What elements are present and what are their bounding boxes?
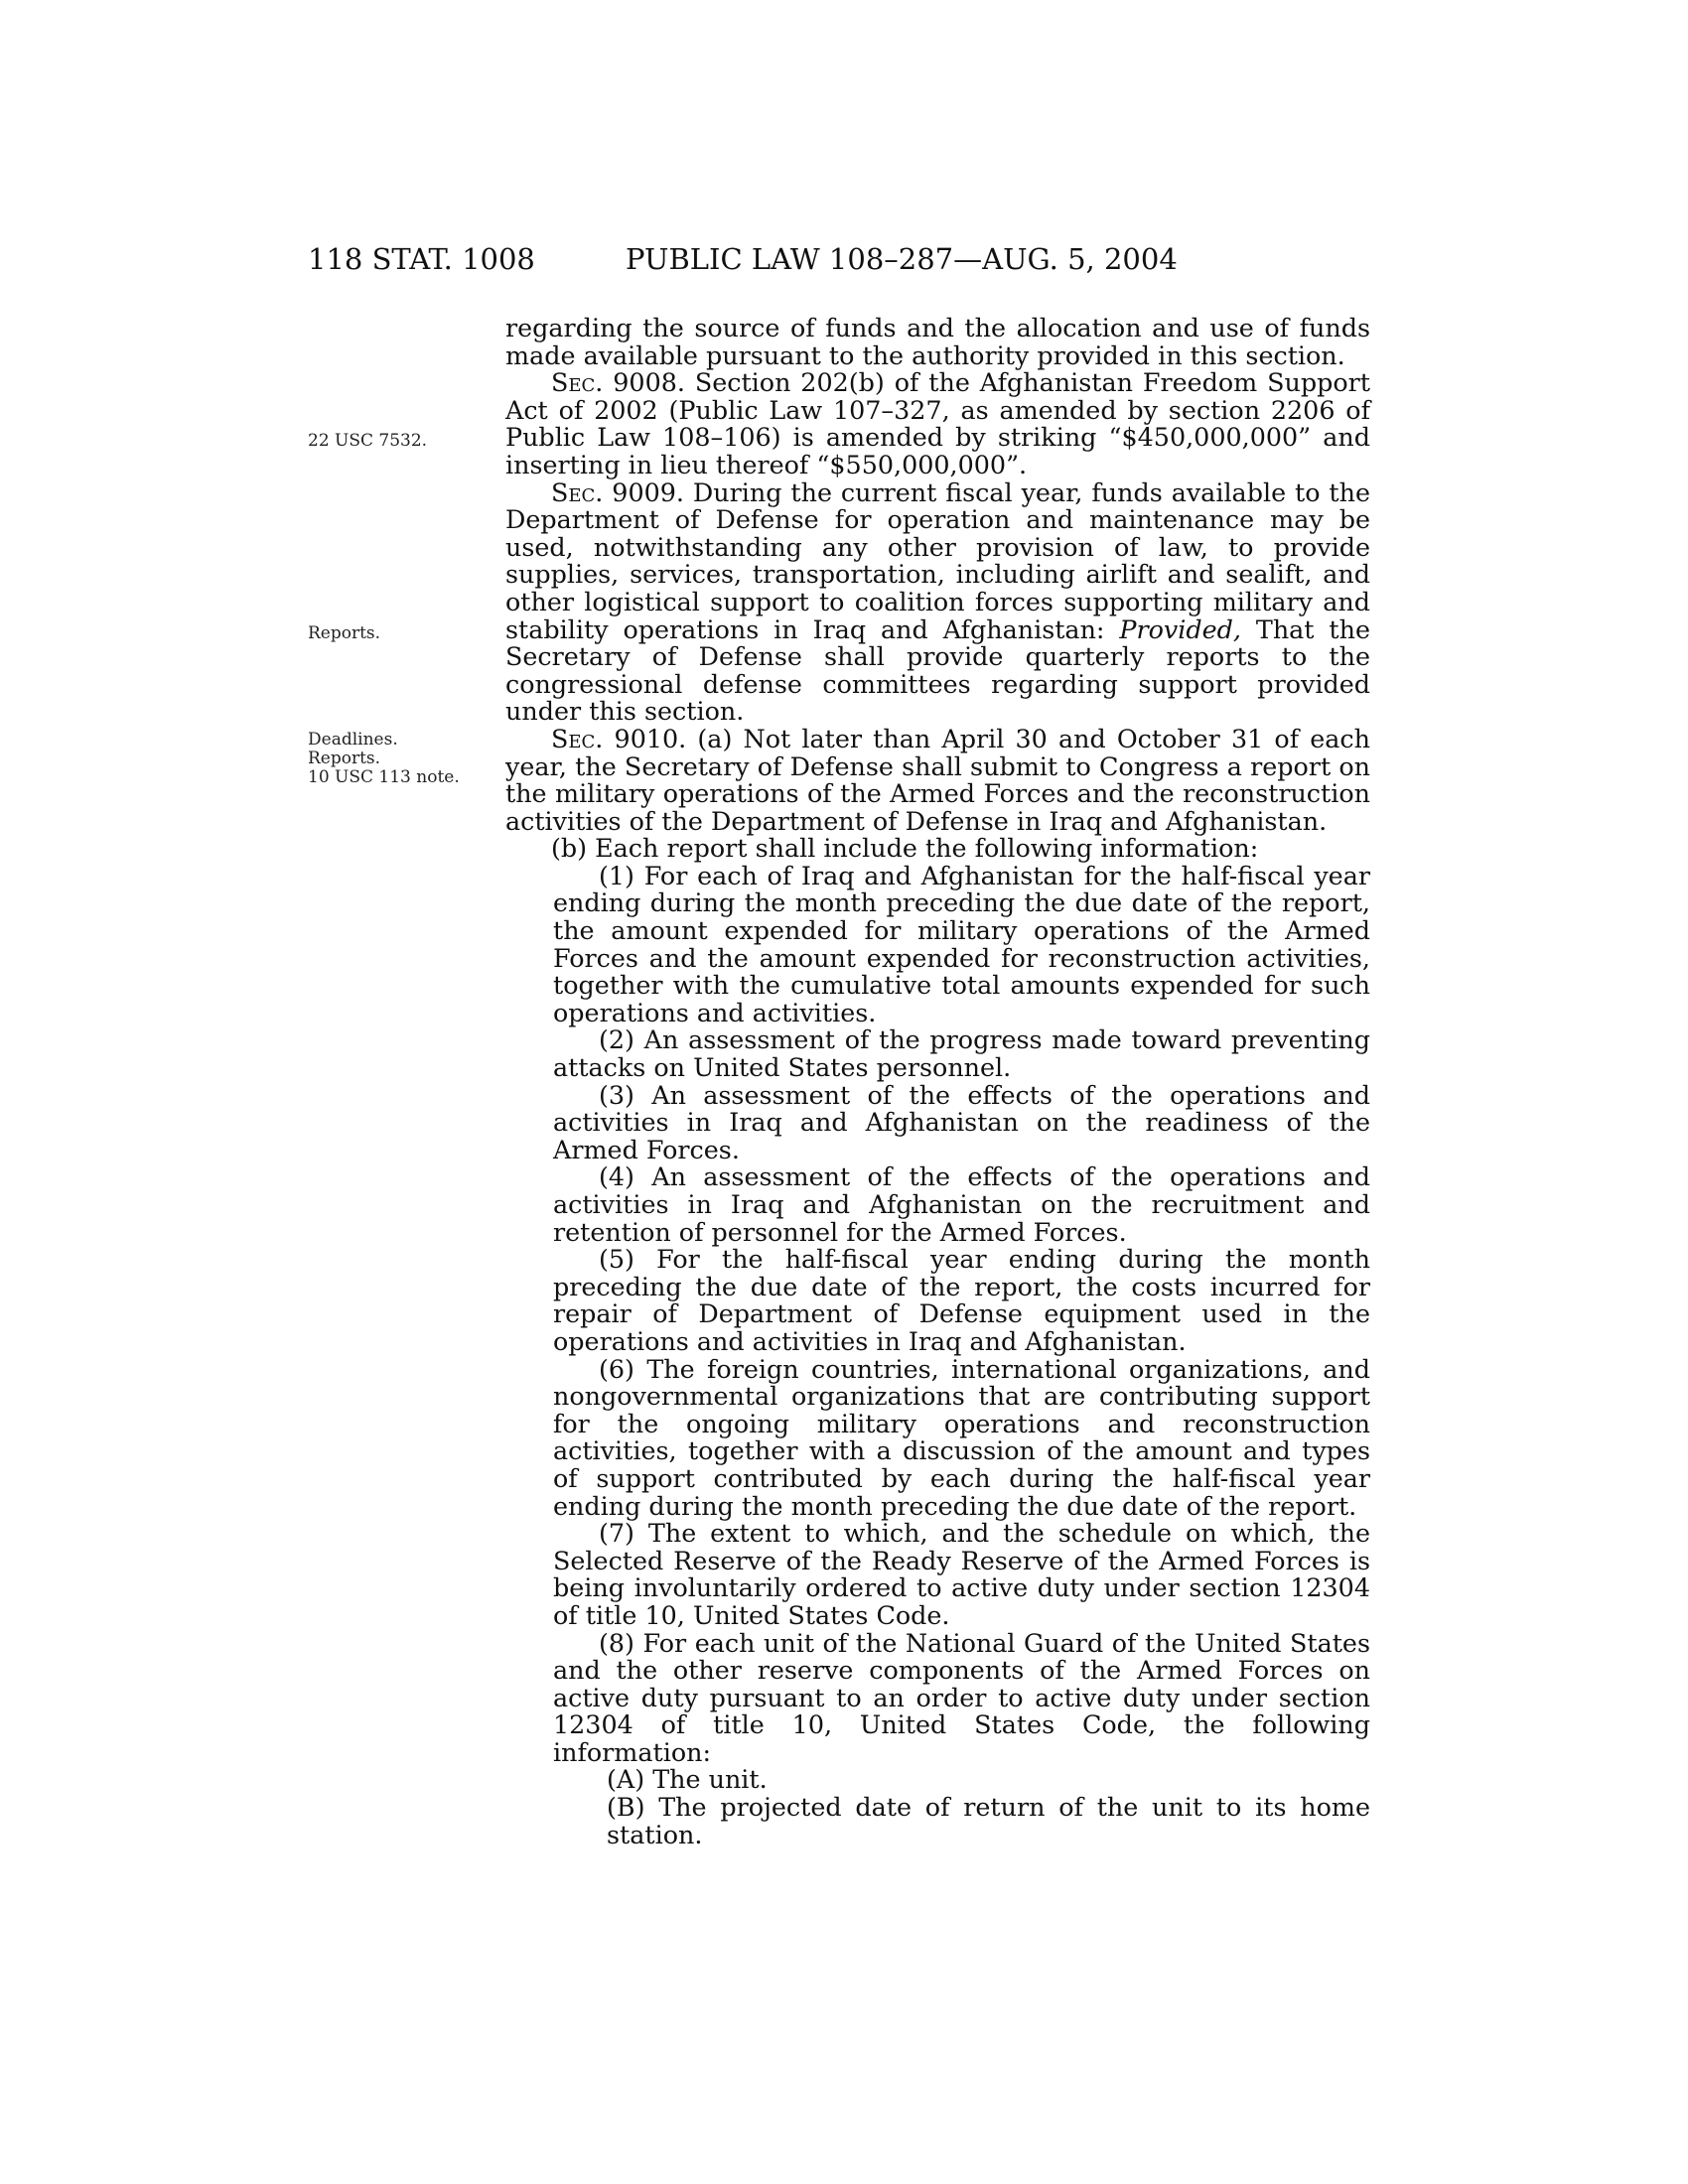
list-item-3: (3) An assessment of the effects of the operations and activities in Iraq and Afghanistan on the readiness of the Armed Forces. <box>553 1079 1370 1164</box>
section-9009 <box>505 479 1370 726</box>
section-9010-a <box>505 723 1370 836</box>
sec-label: Sec. <box>551 723 604 753</box>
section-9009-provided: Provided, <box>1119 614 1241 644</box>
paragraph-continued: regarding the source of funds and the allocation and use of funds made available pursuant to the authority provided in this section. <box>505 313 1370 370</box>
margin-note-reports-2: Reports. <box>308 749 381 768</box>
list-item-8: (8) For each unit of the National Guard of the United States and the other reserve components of the Armed Forces on active duty pursuant to an order to active duty under section 12304 of title 10, United States Code, the following information: <box>553 1627 1370 1767</box>
list-item-7: (7) The extent to which, and the schedule on which, the Selected Reserve of the Ready Reserve of the Armed Forces is being involuntarily ordered to active duty under section 12304 of title 10, United States Code. <box>553 1518 1370 1630</box>
section-9008-text: 9008. Section 202(b) of the Afghanistan Freedom Support Act of 2002 (Public Law 107–327, as amended by section 2206 of Public Law 108–106) is amended by striking “$450,000,000” and inserting in lieu thereof “$550,000,000”. <box>505 367 1370 479</box>
section-9010-a-text: 9010. (a) Not later than April 30 and October 31 of each year, the Secretary of Defense shall submit to Congress a report on the military operations of the Armed Forces and the reconstruction activities of the Department of Defense in Iraq and Afghanistan. <box>505 723 1370 836</box>
section-9010-b-intro: (b) Each report shall include the following information: <box>551 833 1259 864</box>
sub-item-b: (B) The projected date of return of the unit to its home station. <box>607 1792 1370 1849</box>
page-header <box>308 242 1370 292</box>
sec-label: Sec. <box>551 477 604 507</box>
list-item-1: (1) For each of Iraq and Afghanistan for the half-fiscal year ending during the month preceding the due date of the report, the amount expended for military operations of the Armed Forces and the amount expended for reconstruction activities, together with the cumulative total amounts expended for such operations and activities. <box>553 860 1370 1027</box>
page-title: PUBLIC LAW 108–287—AUG. 5, 2004 <box>626 242 1178 276</box>
list-item-5: (5) For the half-fiscal year ending during the month preceding the due date of the report, the costs incurred for repair of Department of Defense equipment used in the operations and activities in Iraq and Afghanistan. <box>553 1244 1370 1356</box>
document-body <box>505 315 1370 1848</box>
sec-label: Sec. <box>551 367 604 398</box>
section-9009-text-a: 9009. During the current fiscal year, funds available to the Department of Defense for operation and maintenance may be used, notwithstanding any other provision of law, to provide supplies, services, transportation, including airlift and sealift, and other logistical support to coalition forces supporting military and stability operations in Iraq and Afghanistan: <box>505 477 1370 644</box>
list-item-6: (6) The foreign countries, international organizations, and nongovernmental organizations that are contributing support for the ongoing military operations and reconstruction activities, together with a discussion of the amount and types of support contributed by each during the half-fiscal year ending during the month preceding the due date of the report. <box>553 1353 1370 1521</box>
list-item-4: (4) An assessment of the effects of the operations and activities in Iraq and Afghanistan on the recruitment and retention of personnel for the Armed Forces. <box>553 1161 1370 1247</box>
section-9009-text-b: That the Secretary of Defense shall provide quarterly reports to the congressional defense committees regarding support provided under this section. <box>505 614 1370 727</box>
margin-note-reports: Reports. <box>308 623 381 643</box>
margin-note-22-usc-7532: 22 USC 7532. <box>308 431 428 451</box>
sub-item-a: (A) The unit. <box>607 1764 768 1795</box>
section-9008 <box>505 369 1370 478</box>
margin-note-deadlines: Deadlines. <box>308 730 398 750</box>
list-item-2: (2) An assessment of the progress made toward preventing attacks on United States personnel. <box>553 1024 1370 1083</box>
margin-note-10-usc-113: 10 USC 113 note. <box>308 767 460 787</box>
stat-page-number: 118 STAT. 1008 <box>308 242 535 276</box>
